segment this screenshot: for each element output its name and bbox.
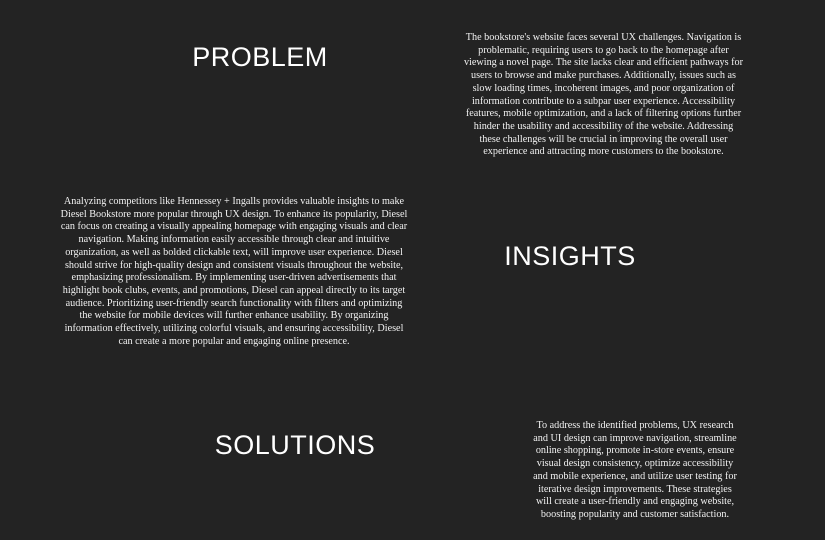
solutions-paragraph: To address the identified problems, UX research and UI design can improve navigation, streamline online shopping, promote in-store events, ensure visual design consistency, optimize accessibility and mobile experience, and utilize user testing for iterative design improvements. These strategies will create a user-friendly and engaging website, boosting popularity and customer satisfaction. xyxy=(533,420,737,520)
insights-paragraph: Analyzing competitors like Hennessey + Ingalls provides valuable insights to make Diesel Bookstore more popular through UX design. To enhance its popularity, Diesel can focus on creating a visually appealing homepage with engaging visuals and clear navigation. Making information easily accessible through clear and intuitive organization, as well as bolded clickable text, will improve user experience. Diesel should strive for high-quality design and consistent visuals throughout the website, emphasizing professionalism. By implementing user-driven advertisements that highlight book clubs, events, and promotions, Diesel can appeal directly to its target audience. Prioritizing user-friendly search functionality with filters and optimizing the website for mobile devices will further enhance usability. By organizing information effectively, utilizing colorful visuals, and ensuring accessibility, Diesel can create a more popular and engaging online presence. xyxy=(60,196,408,347)
solutions-heading: SOLUTIONS xyxy=(214,430,376,460)
problem-heading: PROBLEM xyxy=(192,42,328,72)
problem-paragraph: The bookstore's website faces several UX challenges. Navigation is problematic, requiring users to go back to the homepage after viewing a novel page. The site lacks clear and efficient pathways for users to browse and make purchases. Additionally, issues such as slow loading times, incoherent images, and poor organization of information contribute to a subpar user experience. Accessibility features, mobile optimization, and a lack of filtering options further hinder the usability and accessibility of the website. Addressing these challenges will be crucial in improving the overall user experience and attracting more customers to the bookstore. xyxy=(463,32,744,158)
insights-heading: INSIGHTS xyxy=(504,241,636,271)
